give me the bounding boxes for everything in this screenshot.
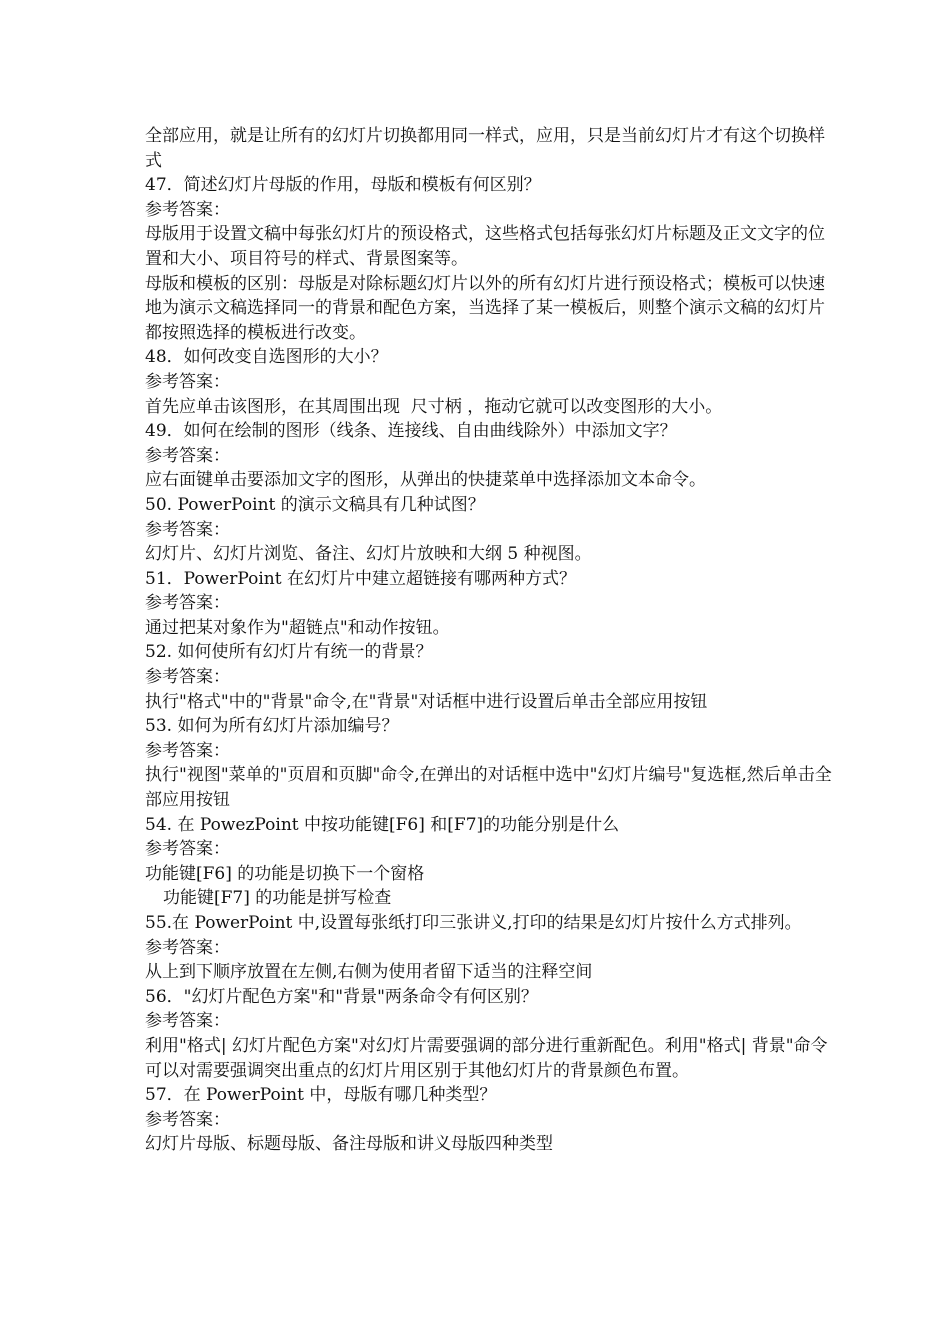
question-heading: 51．PowerPoint 在幻灯片中建立超链接有哪两种方式？ — [145, 568, 576, 589]
answer-label: 参考答案： — [145, 199, 230, 220]
answer-label: 参考答案： — [145, 740, 230, 761]
answer-text: 幻灯片、幻灯片浏览、备注、幻灯片放映和大纲 5 种视图。 — [145, 544, 592, 565]
answer-text: 母版和模板的区别：母版是对除标题幻灯片以外的所有幻灯片进行预设格式；模板可以快速地为演示文稿选择同一的背景和配色方案，当选择了某一模板后，则整个演示文稿的幻灯片都按照选择的模板进行改变。 — [145, 273, 825, 343]
question-heading: 52. 如何使所有幻灯片有统一的背景？ — [145, 642, 433, 663]
answer-text: 幻灯片母版、标题母版、备注母版和讲义母版四种类型 — [145, 1134, 553, 1155]
question-heading: 56．"幻灯片配色方案"和"背景"两条命令有何区别？ — [145, 986, 538, 1007]
question-heading: 49．如何在绘制的图形（线条、连接线、自由曲线除外）中添加文字？ — [145, 421, 677, 442]
question-heading: 53. 如何为所有幻灯片添加编号？ — [145, 716, 399, 737]
question-heading: 47．简述幻灯片母版的作用，母版和模板有何区别？ — [145, 175, 541, 196]
answer-text: 母版用于设置文稿中每张幻灯片的预设格式，这些格式包括每张幻灯片标题及正文文字的位置和大小、项目符号的样式、背景图案等。 — [145, 224, 825, 269]
question-heading: 48．如何改变自选图形的大小？ — [145, 347, 388, 368]
answer-label: 参考答案： — [145, 937, 230, 958]
answer-label: 参考答案： — [145, 1011, 230, 1032]
answer-label: 参考答案： — [145, 593, 230, 614]
answer-label: 参考答案： — [145, 1109, 230, 1130]
answer-text: 功能键[F6] 的功能是切换下一个窗格 — [145, 863, 425, 884]
question-heading: 54. 在 PowezPoint 中按功能键[F6] 和[F7]的功能分别是什么 — [145, 814, 620, 835]
answer-text: 应右面键单击要添加文字的图形，从弹出的快捷菜单中选择添加文本命令。 — [145, 470, 706, 491]
answer-label: 参考答案： — [145, 371, 230, 392]
answer-label: 参考答案： — [145, 519, 230, 540]
question-heading: 50. PowerPoint 的演示文稿具有几种试图？ — [145, 494, 485, 515]
question-heading: 57．在 PowerPoint 中，母版有哪几种类型？ — [145, 1085, 497, 1106]
question-heading: 55.在 PowerPoint 中,设置每张纸打印三张讲义,打印的结果是幻灯片按什么方式排列。 — [145, 913, 802, 933]
text-line: 全部应用，就是让所有的幻灯片切换都用同一样式，应用，只是当前幻灯片才有这个切换样式 — [145, 126, 825, 171]
answer-text: 通过把某对象作为"超链点"和动作按钮。 — [145, 617, 450, 638]
answer-label: 参考答案： — [145, 667, 230, 688]
answer-text: 执行"视图"菜单的"页眉和页脚"命令,在弹出的对话框中选中"幻灯片编号"复选框,然后单击全部应用按钮 — [145, 765, 832, 811]
answer-label: 参考答案： — [145, 839, 230, 860]
document-body — [145, 124, 835, 1157]
answer-label: 参考答案： — [145, 445, 230, 466]
answer-text: 从上到下顺序放置在左侧,右侧为使用者留下适当的注释空间 — [145, 962, 593, 983]
answer-text: 执行"格式"中的"背景"命令,在"背景"对话框中进行设置后单击全部应用按钮 — [145, 691, 708, 712]
answer-text: 首先应单击该图形，在其周围出现 尺寸柄 ，拖动它就可以改变图形的大小。 — [145, 396, 723, 417]
answer-text: 利用"格式| 幻灯片配色方案"对幻灯片需要强调的部分进行重新配色。利用"格式| 背景"命令可以对需要强调突出重点的幻灯片用区别于其他幻灯片的背景颜色布置。 — [145, 1035, 828, 1081]
answer-text: 功能键[F7] 的功能是拼写检查 — [163, 888, 392, 909]
